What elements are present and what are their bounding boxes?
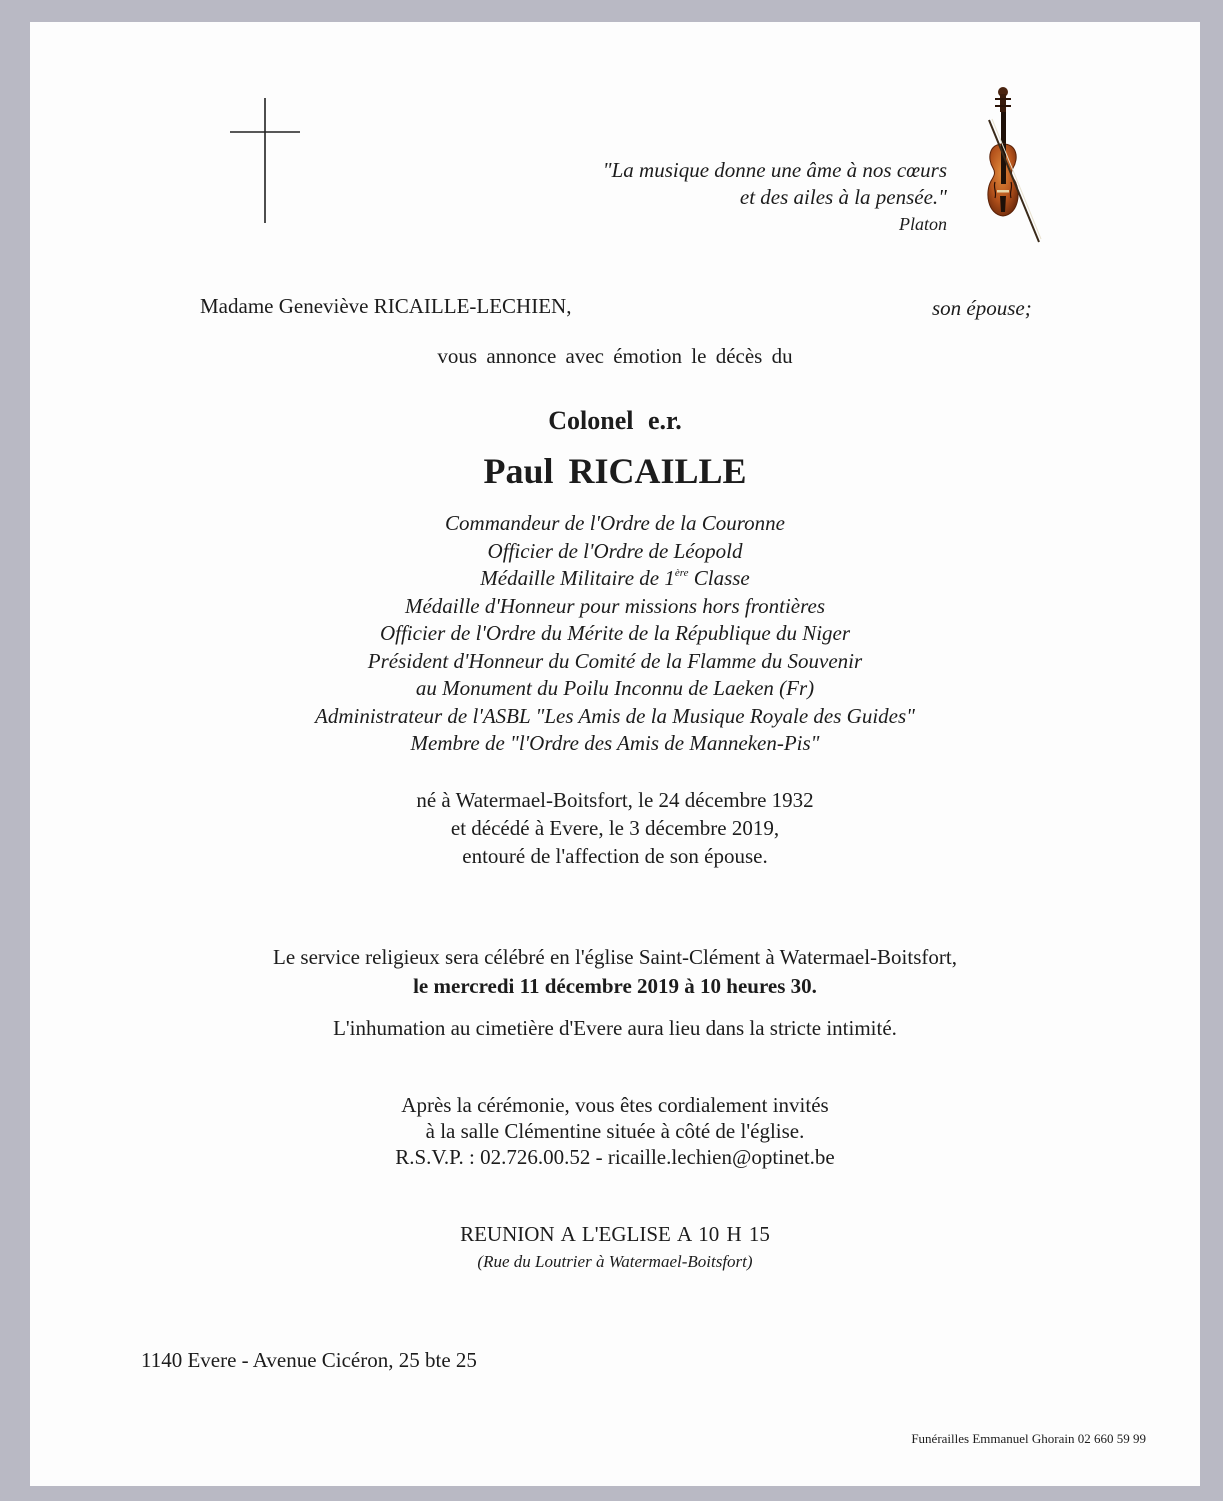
quote-line-1: "La musique donne une âme à nos cœurs (602, 158, 947, 182)
quote-author: Platon (899, 214, 947, 234)
honour-line: Membre de "l'Ordre des Amis de Manneken-Pis" (410, 731, 820, 755)
affection-line: entouré de l'affection de son épouse. (462, 844, 768, 868)
quote-block (603, 157, 947, 237)
birth-line: né à Watermael-Boitsfort, le 24 décembre 1932 (416, 788, 814, 812)
honour-line: Administrateur de l'ASBL "Les Amis de la Musique Royale des Guides" (315, 703, 915, 728)
family-address: 1140 Evere - Avenue Cicéron, 25 bte 25 (141, 1348, 477, 1372)
inhumation-note: L'inhumation au cimetière d'Evere aura lieu dans la stricte intimité. (333, 1016, 897, 1040)
violin-icon (983, 84, 1043, 244)
honour-line: Président d'Honneur du Comité de la Flamme du Souvenir (367, 648, 863, 673)
meeting-place: (Rue du Loutrier à Watermael-Boitsfort) (477, 1252, 753, 1271)
reception-line-1: Après la cérémonie, vous êtes cordialement invités (401, 1093, 829, 1117)
reception-block (30, 1092, 1200, 1170)
religious-service (30, 943, 1200, 1001)
honour-line-part: Médaille Militaire de 1 (480, 566, 675, 590)
honour-line: au Monument du Poilu Inconnu de Laeken (Fr) (415, 676, 815, 700)
honour-line-part: Classe (688, 566, 750, 590)
death-line: et décédé à Evere, le 3 décembre 2019, (450, 816, 780, 840)
honour-line: Médaille d'Honneur pour missions hors frontières (404, 593, 825, 618)
service-line-1: Le service religieux sera célébré en l'église Saint-Clément à Watermael-Boitsfort, (273, 945, 957, 969)
spouse-name: Madame Geneviève RICAILLE-LECHIEN, (200, 294, 572, 318)
life-dates (30, 786, 1200, 870)
announcement: vous annonce avec émotion le décès du (437, 344, 793, 368)
honours-list (30, 510, 1200, 758)
latin-cross-icon (230, 98, 300, 223)
deceased-rank: Colonel e.r. (548, 406, 682, 435)
funeral-notice-card (30, 22, 1200, 1486)
quote-line-2: et des ailes à la pensée." (739, 185, 947, 209)
honour-line: Commandeur de l'Ordre de la Couronne (445, 511, 785, 535)
service-datetime: le mercredi 11 décembre 2019 à 10 heures 30. (413, 974, 817, 998)
meeting-time: REUNION A L'EGLISE A 10 H 15 (460, 1222, 770, 1246)
deceased-name: Paul RICAILLE (483, 451, 747, 491)
honour-line (30, 565, 1200, 593)
honour-line: Officier de l'Ordre du Mérite de la République du Niger (379, 621, 851, 645)
reception-line-2: à la salle Clémentine située à côté de l'église. (425, 1119, 805, 1143)
undertaker-credit: Funérailles Emmanuel Ghorain 02 660 59 99 (911, 1431, 1146, 1446)
honour-superscript: ère (674, 567, 689, 579)
spouse-role: son épouse; (932, 296, 1032, 320)
honour-line: Officier de l'Ordre de Léopold (487, 538, 743, 563)
rsvp-line: R.S.V.P. : 02.726.00.52 - ricaille.lechien@optinet.be (395, 1145, 835, 1169)
